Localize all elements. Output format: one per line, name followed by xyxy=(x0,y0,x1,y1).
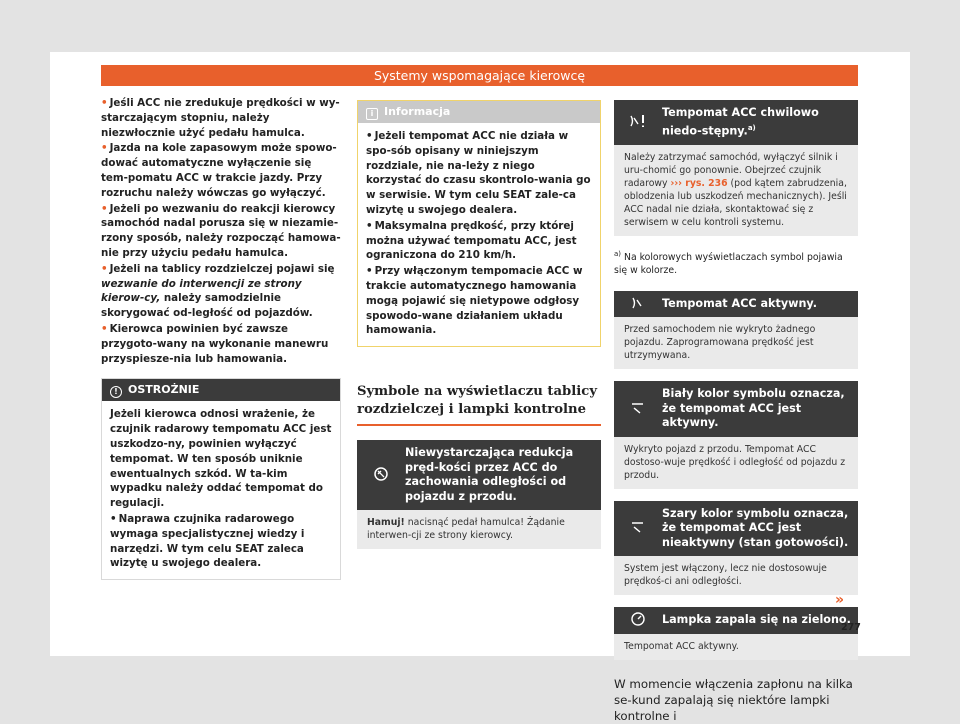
warning-header: ! OSTROŻNIE xyxy=(102,379,340,401)
list-item: • Naprawa czujnika radarowego wymaga specjalistycznej wiedzy i narzędzi. W tym celu SEAT zaleca wizytę u swojego dealera. xyxy=(110,512,305,570)
list-item: • Jeżeli na tablicy rozdzielczej pojawi się wezwanie do interwencji ze strony kierow-cy, należy samodzielnie skorygować od-ległość od pojazdów. xyxy=(101,262,335,320)
column-2 xyxy=(357,100,601,549)
card-title: Lampka zapala się na zielono. xyxy=(662,613,851,627)
symbol-card xyxy=(357,440,601,549)
symbol-card xyxy=(614,100,858,236)
acc-error-icon xyxy=(614,113,662,132)
brake-warning-icon xyxy=(357,466,405,485)
acc-car-icon xyxy=(614,400,662,419)
acc-active-icon xyxy=(614,295,662,314)
footnote: $^{a)}$ Na kolorowych wyświetlaczach symbol pojawia się w kolorze. xyxy=(614,249,843,276)
acc-standby-icon xyxy=(614,519,662,538)
column-3 xyxy=(614,100,858,724)
symbol-card xyxy=(614,381,858,489)
closing-text: W momencie włączenia zapłonu na kilka se-kund zapalają się niektóre lampki kontrolne i xyxy=(614,676,853,723)
list-item: • Jazda na kole zapasowym może spowo-dować automatyczne wyłączenie się tem-pomatu ACC w trakcie jazdy. Przy rozruchu należy wówczas go wyłączyć. xyxy=(101,142,337,199)
list-item: • Kierowca powinien być zawsze przygoto-wany na wykonanie manewru przyspiesze-nia lub hamowania. xyxy=(101,322,329,365)
page-header: Systemy wspomagające kierowcę xyxy=(101,65,858,86)
warning-box xyxy=(101,378,341,580)
list-item: • Jeśli ACC nie zredukuje prędkości w wy-starczającym stopniu, należy niezwłocznie użyć pedału hamulca. xyxy=(101,97,340,139)
column-1 xyxy=(101,96,341,580)
symbol-card xyxy=(614,501,858,596)
list-item: • Jeżeli po wezwaniu do reakcji kierowcy samochód nadal porusza się w niezamie-rzony sposób, należy rozpocząć hamowa-nie przy użyciu pedału hamulca. xyxy=(101,202,341,259)
figure-link[interactable]: ››› rys. 236 xyxy=(670,177,728,189)
info-square-icon: i xyxy=(366,108,378,120)
symbol-card xyxy=(614,291,858,370)
card-title: Tempomat ACC aktywny. xyxy=(662,296,817,310)
card-body: Należy zatrzymać samochód, wyłączyć silnik i uru-chomić go ponownie. Obejrzeć czujnik radarowy ››› rys. 236 (pod kątem zabrudzenia, oblodzenia lub uszkodzeń mechanicznych). Jeśli ACC nadal nie działa, skontaktować się z serwisem w celu kontroli systemu. xyxy=(614,145,858,236)
card-title: Szary kolor symbolu oznacza, że tempomat ACC jest nieaktywny (stan gotowości). xyxy=(662,506,849,549)
continue-arrow-icon: » xyxy=(835,592,845,608)
section-title: Symbole na wyświetlaczu tablicy rozdzielczej i lampki kontrolne xyxy=(357,383,601,426)
info-circle-icon: ! xyxy=(110,386,122,398)
card-body: Przed samochodem nie wykryto żadnego pojazdu. Zaprogramowana prędkość jest utrzymywana. xyxy=(614,317,858,369)
card-body: Hamuj! nacisnąć pedał hamulca! Żądanie interwen-cji ze strony kierowcy. xyxy=(357,510,601,549)
card-body: Wykryto pojazd z przodu. Tempomat ACC dostoso-wuje prędkość i odległość od pojazdu z przodu. xyxy=(614,437,858,489)
list-item: • Przy włączonym tempomacie ACC w trakcie automatycznego hamowania mogą pojawić się nietypowe odgłosy spowodo-wane działaniem układu hamowania. xyxy=(366,265,583,337)
symbol-card xyxy=(614,607,858,660)
list-item: • Maksymalna prędkość, przy której można używać tempomatu ACC, jest ograniczona do 210 km/h. xyxy=(366,219,577,262)
list-item: • Jeżeli tempomat ACC nie działa w spo-sób opisany w niniejszym rozdziale, nie na-leży z niego korzystać do czasu skontrolo-wania go w serwisie. W tym celu SEAT zale-ca wizytę u swojego dealera. xyxy=(366,130,591,216)
info-box xyxy=(357,100,601,347)
card-body: System jest włączony, lecz nie dostosowuje prędkoś-ci ani odległości. xyxy=(614,556,858,595)
card-title: Biały kolor symbolu oznacza, że tempomat ACC jest aktywny. xyxy=(662,387,845,430)
card-body: Tempomat ACC aktywny. xyxy=(614,634,858,660)
card-title: Tempomat ACC chwilowo niedo-stępny.$^{a)}$ xyxy=(662,106,819,138)
info-header: i Informacja xyxy=(358,101,600,123)
card-title: Niewystarczająca redukcja pręd-kości przez ACC do zachowania odległości od pojazdu z przodu. xyxy=(405,446,574,503)
warning-text: Jeżeli kierowca odnosi wrażenie, że czujnik radarowy tempomatu ACC jest uszkodzo-ny, powinien wyłączyć tempomat. W ten sposób uniknie ewentualnych szkód. W ta-kim wypadku należy oddać tempomat do regulacji. xyxy=(110,408,332,510)
speedometer-icon xyxy=(614,611,662,630)
page-number: 277 xyxy=(841,622,861,633)
